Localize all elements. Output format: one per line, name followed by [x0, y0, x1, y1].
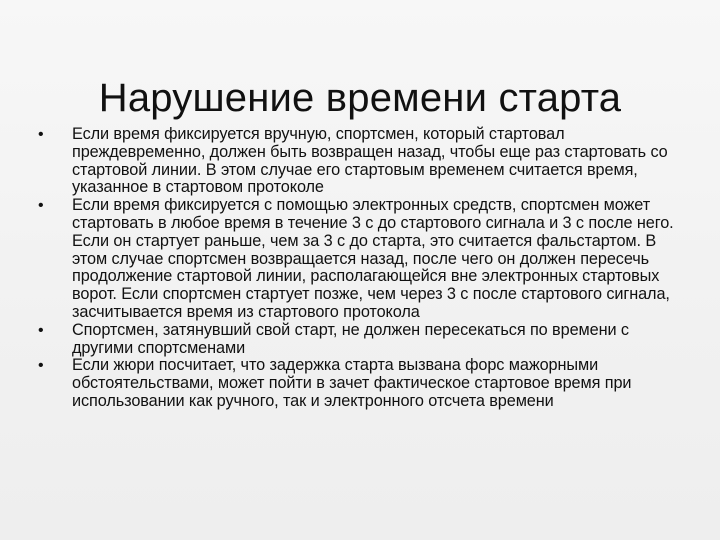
bullet-marker: •: [38, 321, 44, 339]
bullet-text: Если время фиксируется вручную, спортсмен, который стартовал преждевременно, должен быть возвращен назад, чтобы еще раз стартовать со стартовой линии. В этом случае его стартовым временем считается время, указанное в стартовом протоколе: [72, 125, 668, 197]
bullet-marker: •: [38, 197, 44, 215]
bullet-item: [36, 322, 688, 358]
bullet-item: [36, 357, 688, 410]
bullet-marker: •: [38, 357, 44, 375]
bullet-item: [36, 126, 688, 197]
bullet-marker: •: [38, 126, 44, 143]
bullet-text: Спортсмен, затянувший свой старт, не должен пересекаться по времени с другими спортсменами: [72, 320, 629, 357]
bullet-list: [36, 126, 688, 411]
bullet-text: Если жюри посчитает, что задержка старта вызвана форс мажорными обстоятельствами, может пойти в зачет фактическое стартовое время при использовании как ручного, так и электронного отсчета времени: [72, 356, 632, 410]
bullet-item: [36, 197, 688, 322]
bullet-text: Если время фиксируется с помощью электронных средств, спортсмен может стартовать в любое время в течение 3 с до стартового сигнала и 3 с после него. Если он стартует раньше, чем за 3 с до старта, это считается фальстартом. В этом случае спортсмен возвращается назад, после чего он должен пересечь продолжение стартовой линии, располагающейся вне электронных стартовых ворот. Если спортсмен стартует позже, чем через 3 с после стартового сигнала, засчитывается время из стартового протокола: [72, 196, 674, 321]
slide-title: Нарушение времени старта: [98, 75, 622, 120]
